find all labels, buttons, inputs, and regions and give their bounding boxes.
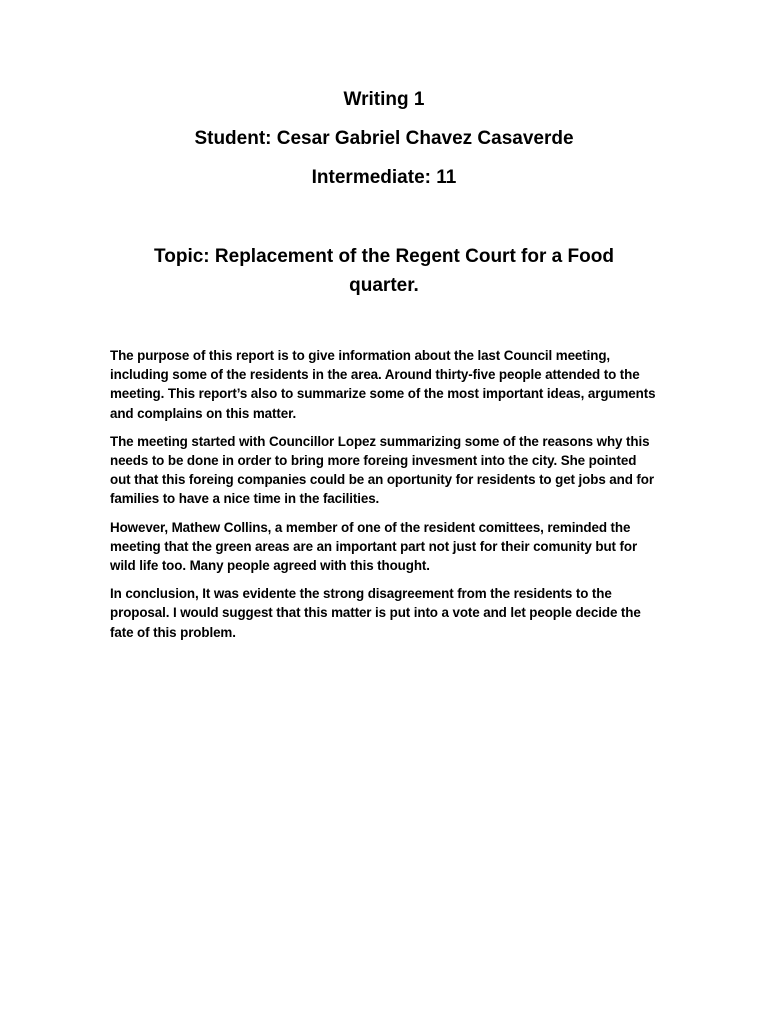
paragraph-intro: The purpose of this report is to give information about the last Council meeting, including some of the residents in the area. Around thirty-five people attended to the meeting. This report’s also to summarize some of the most important ideas, arguments and complains on this matter. bbox=[110, 348, 656, 421]
report-body bbox=[110, 346, 660, 651]
student-name: Student: Cesar Gabriel Chavez Casaverde bbox=[194, 128, 574, 149]
topic-heading: Topic: Replacement of the Regent Court for a Food quarter. bbox=[154, 246, 614, 296]
paragraph-objection: However, Mathew Collins, a member of one of the resident comittees, reminded the meeting that the green areas are an important part not just for their comunity but for wild life too. Many people agreed with this thought. bbox=[110, 519, 638, 574]
paragraph-meeting: The meeting started with Councillor Lopez summarizing some of the reasons why this needs to be done in order to bring more foreing invesment into the city. She pointed out that this foreing companies could be an oportunity for residents to get jobs and for families to have a nice time in the facilities. bbox=[110, 433, 654, 507]
document-title: Writing 1 bbox=[343, 89, 425, 110]
student-level: Intermediate: 11 bbox=[311, 167, 457, 188]
paragraph-conclusion: In conclusion, It was evidente the strong disagreement from the residents to the proposal. I would suggest that this matter is put into a vote and let people decide the fate of this problem. bbox=[110, 586, 641, 640]
